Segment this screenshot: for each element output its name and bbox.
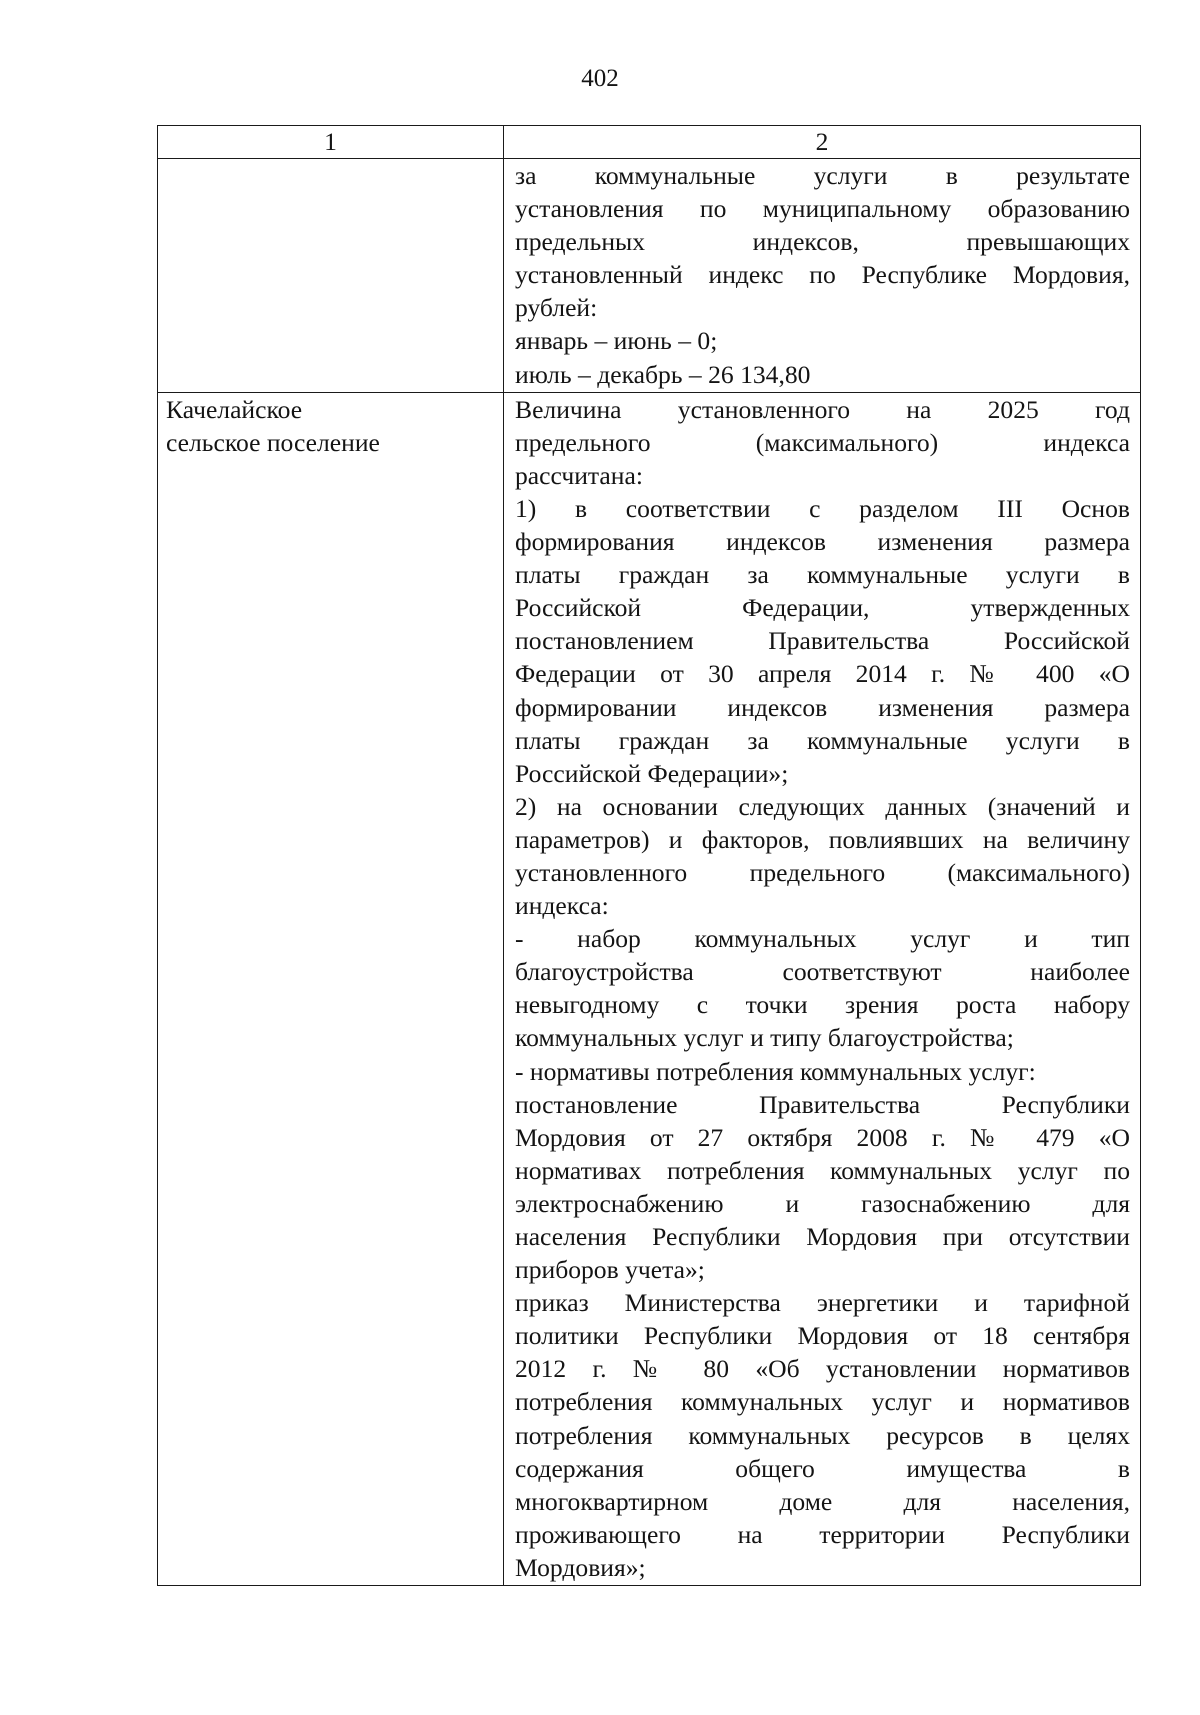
description-text-line: установления по муниципальному образованию [515,194,1130,224]
description-text-line: населения Республики Мордовия при отсутствии [515,1222,1130,1251]
municipality-name-line: Качелайское [166,394,303,424]
table-header-row [158,126,1141,159]
page-number: 402 [581,65,619,92]
description-text-line: приказ Министерства энергетики и тарифной [515,1288,1130,1318]
description-text-line: установленный индекс по Республике Мордовия, [515,260,1130,290]
document-table [157,125,1141,1586]
description-text-line: 2012 г. № 80 «Об установлении нормативов [515,1354,1130,1384]
description-cell [504,159,1141,393]
description-text-line: июль – декабрь – 26 134,80 [515,359,811,389]
table-row [158,392,1141,1585]
description-text-line: предельных индексов, превышающих [515,227,1130,257]
description-text-line: за коммунальные услуги в результате [515,161,1130,190]
description-text-line: предельного (максимального) индекса [515,427,1130,457]
description-text-line: формирования индексов изменения размера [515,527,1130,557]
description-text-line: Величина установленного на 2025 год [515,394,1130,424]
description-text-line: содержания общего имущества в [515,1453,1130,1483]
description-text-line: приборов учета»; [515,1255,705,1285]
description-text-line: Российской Федерации, утвержденных [515,593,1130,623]
description-text-line: Федерации от 30 апреля 2014 г. № 400 «О [515,659,1130,689]
description-text-line: потребления коммунальных услуг и нормативов [515,1387,1130,1417]
description-text-line: платы граждан за коммунальные услуги в [515,725,1130,755]
description-text-line: 2) на основании следующих данных (значений и [515,791,1130,821]
description-text-line: коммунальных услуг и типу благоустройства; [515,1023,1014,1053]
description-text-line: благоустройства соответствуют наиболее [515,957,1130,987]
description-cell [504,392,1141,1585]
description-text-line: электроснабжению и газоснабжению для [515,1188,1130,1218]
municipality-name-line: сельское поселение [166,427,380,457]
description-text-line: нормативах потребления коммунальных услуг по [515,1155,1130,1185]
description-text-line: рублей: [515,293,598,323]
description-text-line: платы граждан за коммунальные услуги в [515,560,1130,590]
description-text-line: параметров) и факторов, повлиявших на величину [515,824,1130,854]
description-text-line: установленного предельного (максимального) [515,857,1130,887]
description-text-line: потребления коммунальных ресурсов в целях [515,1420,1130,1450]
description-text-line: формировании индексов изменения размера [515,692,1130,722]
description-text-line: - набор коммунальных услуг и тип [515,924,1130,954]
column-1-header: 1 [158,126,504,159]
description-text-line: Российской Федерации»; [515,758,789,788]
description-text-line: многоквартирном доме для населения, [515,1486,1130,1516]
description-text-line: - нормативы потребления коммунальных услуг: [515,1056,1036,1086]
description-text-line: Мордовия»; [515,1552,646,1582]
description-text-line: индекса: [515,891,609,921]
description-text-line: постановлением Правительства Российской [515,626,1130,656]
description-text-line: Мордовия от 27 октября 2008 г. № 479 «О [515,1122,1130,1152]
column-2-header: 2 [504,126,1141,159]
description-text-line: проживающего на территории Республики [515,1519,1130,1549]
description-text-line: 1) в соответствии с разделом III Основ [515,493,1130,523]
description-text-line: постановление Правительства Республики [515,1089,1130,1119]
description-text-line: политики Республики Мордовия от 18 сентября [515,1321,1130,1351]
description-text-line: январь – июнь – 0; [515,326,718,356]
municipality-cell [158,159,504,393]
table-row [158,159,1141,393]
description-text-line: рассчитана: [515,460,643,490]
municipality-cell [158,392,504,1585]
description-text-line: невыгодному с точки зрения роста набору [515,990,1130,1020]
